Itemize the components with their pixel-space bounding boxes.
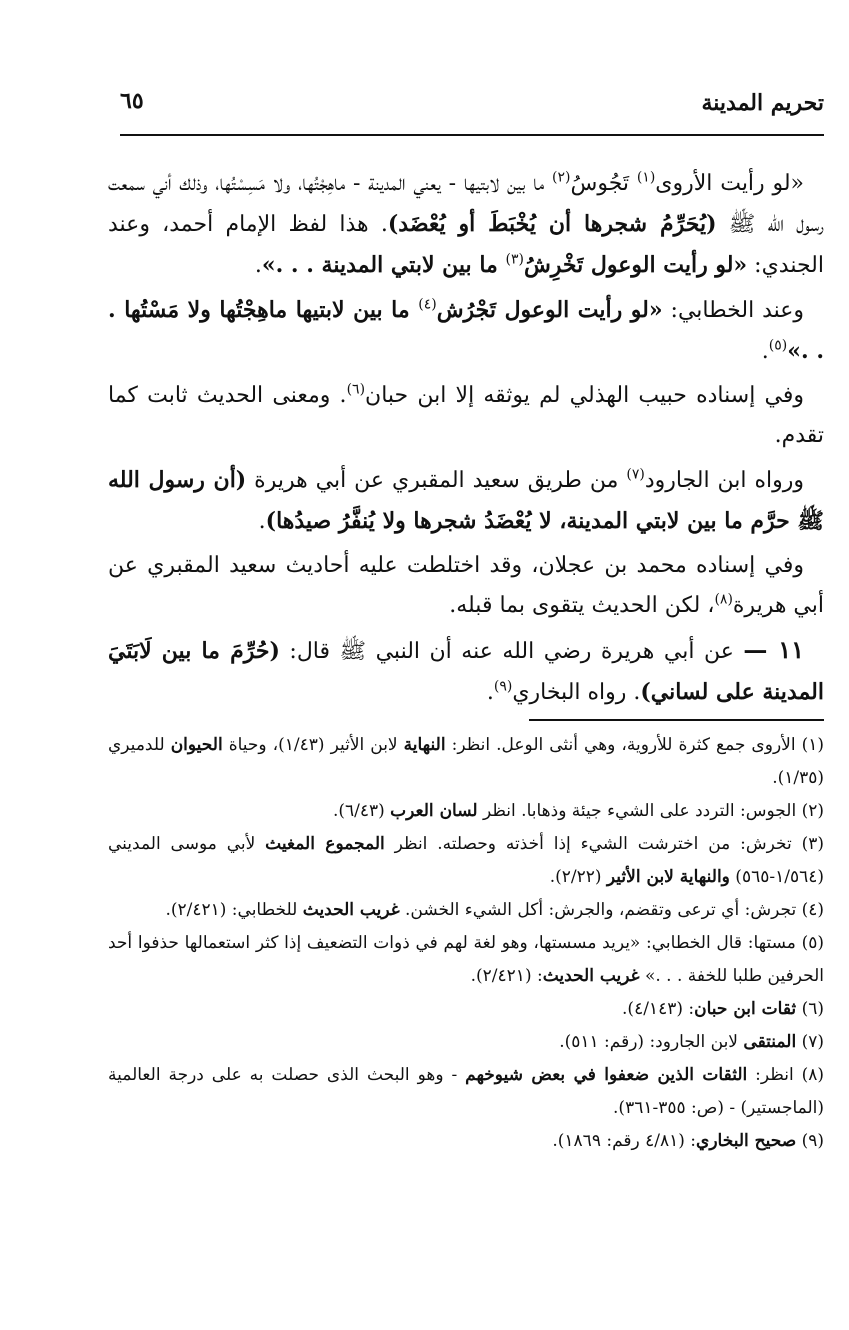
footnote-ref: (٨) [714,591,733,608]
footnote-ref: (٩) [493,678,513,695]
text-run: (٩) [796,1131,824,1151]
paragraph [108,546,824,626]
text-run: - وهو البحث الذى حصلت به على درجة العالمية (الماجستير) - (ص: ٣٥٥-٣٦١). [108,1065,824,1118]
text-run: وعند الخطابي: [662,298,805,323]
bold-run: لسان العرب [390,801,478,821]
text-run: تَجُوسُ [570,171,637,196]
text-run: للدميري (١/٣٥). [108,735,824,788]
footnote-ref: (٣) [505,251,524,268]
bold-run: ثقات ابن حبان [694,999,797,1019]
text-run: عن أبي هريرة رضي الله عنه أن النبي ﷺ قال: [279,639,744,664]
book-page [108,80,824,1158]
footnote [108,927,824,993]
bold-run: (حُرِّمَ ما بين لَابَتَيَ المدينة على لساني) [108,638,824,705]
text-run: (٥) مستها: قال الخطابي: «يريد مسستها، وهو لغة لهم في ذوات التضعيف إذا كثر استعمالها حذفوا أحد الحرفين طلبا للخفة . . .» [108,933,824,986]
text-run: (٣) تخرش: من اخترشت الشيء إذا أخذته وحصلته. انظر [384,834,824,854]
footnote-ref: (٥) [768,337,788,354]
text-run: : (٤/٨١ رقم: ١٨٦٩). [552,1131,697,1151]
footnote [108,729,824,795]
footnote-ref: (٧) [626,466,645,483]
bold-run: غريب الحديث [542,966,640,986]
text-run: (٤) تجرش: أي ترعى وتقضم، والجرش: أكل الشيء الخشن. [399,900,824,920]
text-run: ورواه ابن الجارود [644,468,805,493]
running-header [108,80,824,124]
footnote [108,993,824,1026]
text-run: . [258,509,266,534]
footnote-ref: (٤) [418,296,437,313]
text-run: . [486,680,494,705]
hadith-paragraph [108,630,824,713]
footnote [108,894,824,927]
text-run: (٦/٤٣). [332,801,391,821]
text-run: : (٤/١٤٣). [622,999,695,1019]
text-run: (٢/٢٢). [549,867,607,887]
text-run: ، لكن الحديث يتقوى بما قبله. [449,593,715,618]
text-run: (٢) الجوس: التردد على الشيء جيئة وذهابا. انظر [477,801,824,821]
bold-run: غريب الحديث [302,900,400,920]
hadith-number: ١١ — [743,635,805,664]
header-rule [120,134,824,136]
bold-run: (أن رسول الله ﷺ حرَّم ما بين لابتي المدينة، لا يُعْضَدُ شجرها ولا يُنفَّرُ صيدُها) [108,467,824,534]
bold-run: (يُحَرِّمُ شجرها أن يُخْبَطَ أو يُعْضَد) [387,211,717,237]
bold-run: «لو رأيت الوعول تَخْرِشُ [523,252,748,278]
bold-run: ما بين لابتيها ماهِجْتُها ولا مَسْتُها . . .» [108,297,824,364]
bold-run: والنهاية لابن الأثير [606,867,730,887]
bold-run: الثقات الذين ضعفوا في بعض شيوخهم [465,1065,748,1085]
text-run: وفي إسناده حبيب الهذلي لم يوثقه إلا ابن حبان [365,383,805,408]
text-run: (٨) انظر: [747,1065,824,1085]
text-run: (٧) [796,1032,824,1052]
footnote-ref: (٦) [346,381,366,398]
bold-run: المجموع المغيث [265,834,385,854]
text-run: «لو رأيت الأروى [655,171,804,196]
bold-run: ما بين لابتي المدينة . . .» [261,252,506,278]
text-run: لأبي موسى المديني (١/٥٦٤-٥٦٥) [108,834,824,887]
text-run: للخطابي: (٢/٤٢١). [165,900,303,920]
paragraph [108,164,824,286]
text-run: . ومعنى الحديث ثابت كما تقدم. [108,383,824,448]
footnote-ref: (٢) [552,169,571,186]
text-run: ما بين لابتيها - يعني المدينة - ماهِجْتُها، ولا مَسِسْتُها، وذلك أني سمعت رسول الله ﷺ [108,171,824,237]
footnote [108,1026,824,1059]
bold-run: المنتقى [743,1032,797,1052]
page-number: ٦٥ [120,88,144,114]
footnote [108,828,824,894]
bold-run: الحيوان [170,735,223,755]
paragraph [108,460,824,542]
paragraph [108,376,824,456]
text-run: . [761,339,769,364]
text-run: . رواه البخاري [512,680,641,705]
main-text [108,164,824,713]
text-run: لابن الجارود: (رقم: ٥١١). [559,1032,744,1052]
footnote-ref: (١) [636,169,656,186]
text-run: . هذا لفظ الإمام أحمد، وعند الجندي: [108,212,824,278]
footnote-separator [529,719,824,721]
text-run: : (٢/٤٢١). [470,966,543,986]
bold-run: النهاية [403,735,446,755]
bold-run: صحيح البخاري [696,1131,797,1151]
text-run: (٦) [796,999,824,1019]
text-run: وفي إسناده محمد بن عجلان، وقد اختلطت عليه أحاديث سعيد المقبري عن أبي هريرة [108,553,824,618]
running-title: تحريم المدينة [701,90,824,116]
footnote [108,1125,824,1158]
text-run: لابن الأثير (١/٤٣)، وحياة [222,735,404,755]
text-run: . [254,253,262,278]
text-run: (١) الأروى جمع كثرة للأروية، وهي أنثى الوعل. انظر: [445,735,825,755]
footnotes [108,729,824,1158]
bold-run: «لو رأيت الوعول تَجْرُش [436,297,663,323]
footnote [108,1059,824,1125]
footnote [108,795,824,828]
text-run: من طريق سعيد المقبري عن أبي هريرة [246,468,627,493]
paragraph [108,290,824,372]
